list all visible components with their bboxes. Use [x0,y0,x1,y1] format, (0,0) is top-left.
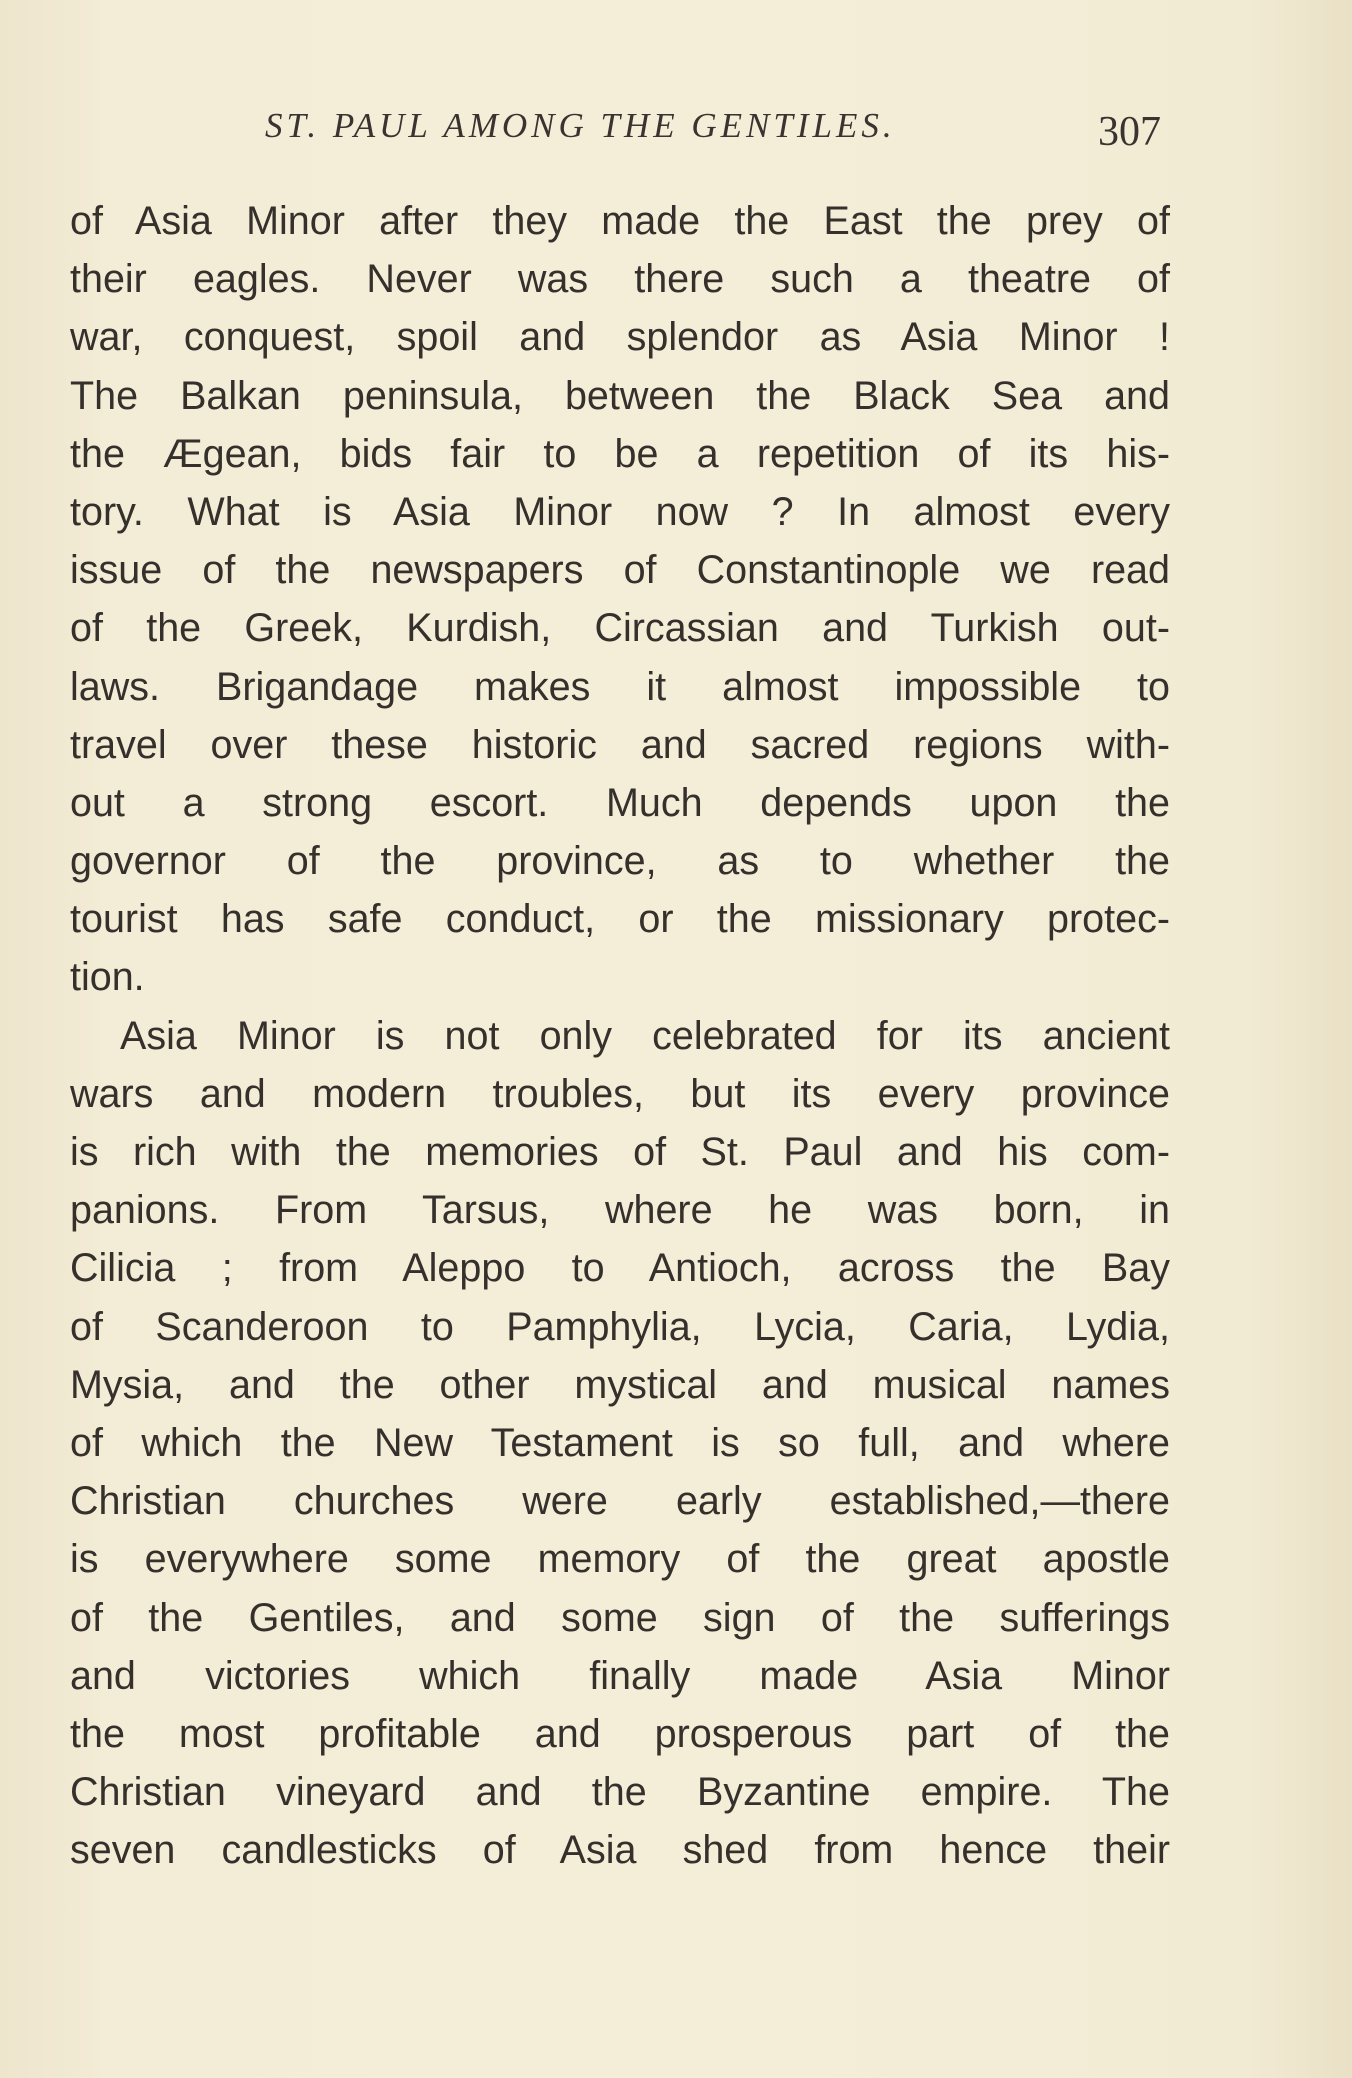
text-line: tourist has safe conduct, or the missionary protec- [70,897,1170,942]
running-head [0,106,1352,156]
text-line: tory. What is Asia Minor now ? In almost every [70,489,1170,534]
text-line: Cilicia ; from Aleppo to Antioch, across the Bay [70,1246,1170,1291]
text-line: of Scanderoon to Pamphylia, Lycia, Caria, Lydia, [70,1304,1170,1349]
text-line: the Ægean, bids fair to be a repetition of its his- [70,431,1170,476]
text-line: Asia Minor is not only celebrated for its ancient [120,1013,1170,1058]
text-line: The Balkan peninsula, between the Black Sea and [70,373,1170,418]
text-line: out a strong escort. Much depends upon the [70,780,1170,825]
text-line: governor of the province, as to whether the [70,839,1170,884]
body-text [70,192,1170,1879]
text-line: issue of the newspapers of Constantinople we read [70,548,1170,593]
text-line: is everywhere some memory of the great apostle [70,1537,1170,1582]
text-line: Christian vineyard and the Byzantine empire. The [70,1770,1170,1815]
text-line: Christian churches were early established,—there [70,1479,1170,1524]
text-line: wars and modern troubles, but its every province [70,1071,1170,1116]
text-line: and victories which finally made Asia Minor [70,1653,1170,1698]
text-line: laws. Brigandage makes it almost impossible to [70,664,1170,709]
text-line: war, conquest, spoil and splendor as Asia Minor ! [70,315,1170,360]
text-line: tion. [70,955,145,1000]
text-line: of which the New Testament is so full, and where [70,1420,1170,1465]
running-title: ST. PAUL AMONG THE GENTILES. [265,106,896,145]
text-line: panions. From Tarsus, where he was born, in [70,1188,1170,1233]
paragraph-2 [70,1007,1170,1880]
text-line: of Asia Minor after they made the East the prey of [70,199,1170,243]
text-line: their eagles. Never was there such a theatre of [70,257,1170,302]
text-line: travel over these historic and sacred regions with- [70,722,1170,767]
text-line: of the Greek, Kurdish, Circassian and Turkish out- [70,606,1170,651]
text-line: Mysia, and the other mystical and musical names [70,1362,1170,1407]
paragraph-1 [70,192,1170,1007]
text-line: is rich with the memories of St. Paul and his com- [70,1130,1170,1174]
text-line: seven candlesticks of Asia shed from hence their [70,1828,1170,1873]
text-line: of the Gentiles, and some sign of the sufferings [70,1595,1170,1640]
page-number: 307 [1098,109,1161,155]
text-line: the most profitable and prosperous part of the [70,1711,1170,1756]
